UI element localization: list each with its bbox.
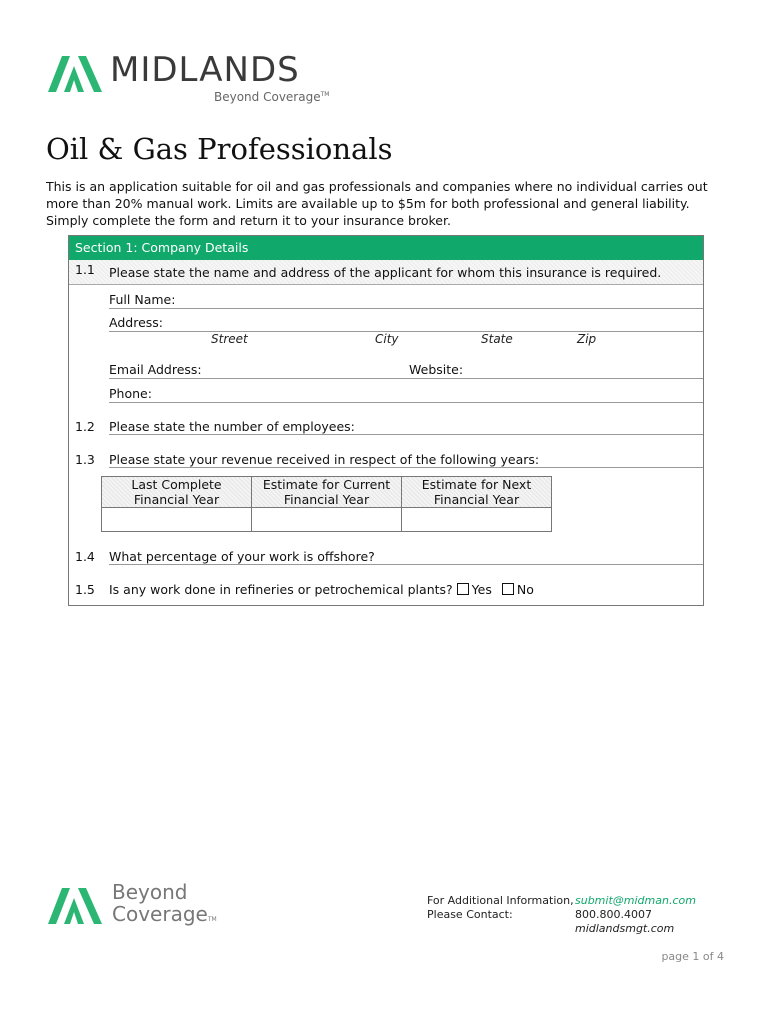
q1-3-number: 1.3	[75, 452, 95, 467]
col3-line2: Financial Year	[433, 492, 520, 507]
yes-label: Yes	[471, 582, 492, 597]
phone-field[interactable]	[109, 402, 703, 403]
q1-3-text: Please state your revenue received in respect of the following years:	[109, 452, 540, 467]
logo	[46, 52, 336, 108]
intro-paragraph: This is an application suitable for oil and gas professionals and companies where no individual carries out more than 20% manual work. Limits are available up to $5m for both professional and general liability. Simply complete the form and return it to your insurance broker.	[46, 179, 708, 228]
col1-line1: Last Complete	[131, 477, 222, 492]
address-field[interactable]	[109, 331, 703, 332]
tm-mark: TM	[320, 91, 330, 98]
city-label: City	[375, 332, 399, 346]
footer-logo	[46, 882, 216, 932]
revenue-col-next-header	[402, 477, 552, 508]
contact-line1: For Additional Information,	[427, 894, 574, 907]
page-number: page 1 of 4	[661, 950, 724, 963]
q1-4-text: What percentage of your work is offshore?	[109, 549, 375, 564]
full-name-label: Full Name:	[109, 292, 176, 307]
state-label: State	[481, 332, 513, 346]
revenue-col-current-header	[252, 477, 402, 508]
contact-line2: Please Contact:	[427, 908, 513, 921]
col1-line2: Financial Year	[133, 492, 220, 507]
zip-label: Zip	[577, 332, 597, 346]
revenue-current-input[interactable]	[252, 508, 402, 532]
footer-brand-coverage: Coverage	[112, 902, 208, 926]
q1-1-number: 1.1	[75, 262, 95, 277]
email-label: Email Address:	[109, 362, 202, 377]
q1-4-number: 1.4	[75, 549, 95, 564]
contact-website-link[interactable]: midlandsmgt.com	[575, 922, 675, 935]
q1-1-text: Please state the name and address of the applicant for whom this insurance is required.	[109, 265, 662, 280]
contact-details	[575, 894, 696, 936]
brand-wordmark: MIDLANDS	[110, 50, 300, 90]
contact-info-label	[427, 894, 574, 922]
offshore-field[interactable]	[109, 564, 703, 565]
q1-5-text	[109, 582, 534, 597]
q1-5-number: 1.5	[75, 582, 95, 597]
address-label: Address:	[109, 315, 163, 330]
page-title: Oil & Gas Professionals	[46, 132, 393, 166]
footer-brand-line1: Beyond	[112, 880, 188, 904]
q1-5-question: Is any work done in refineries or petrochemical plants?	[109, 582, 453, 597]
contact-phone: 800.800.4007	[575, 908, 652, 921]
website-label: Website:	[409, 362, 464, 377]
q1-2-text: Please state the number of employees:	[109, 419, 355, 434]
footer-brand-line2	[112, 902, 217, 926]
company-details-form	[68, 235, 704, 606]
brand-tagline	[214, 90, 329, 104]
col2-line2: Financial Year	[283, 492, 370, 507]
midlands-logo-icon	[46, 52, 104, 94]
full-name-field[interactable]	[109, 308, 703, 309]
yes-checkbox[interactable]	[457, 583, 469, 595]
q1-3-rule	[109, 467, 703, 468]
footer-tm: TM	[207, 916, 217, 923]
street-label: Street	[211, 332, 248, 346]
revenue-col-last-header	[102, 477, 252, 508]
no-checkbox[interactable]	[502, 583, 514, 595]
email-website-field[interactable]	[109, 378, 703, 379]
phone-label: Phone:	[109, 386, 152, 401]
q1-2-number: 1.2	[75, 419, 95, 434]
tagline-text: Beyond Coverage	[214, 90, 321, 104]
revenue-next-input[interactable]	[402, 508, 552, 532]
employees-field[interactable]	[109, 434, 703, 435]
revenue-last-input[interactable]	[102, 508, 252, 532]
revenue-table	[101, 476, 552, 532]
col3-line1: Estimate for Next	[421, 477, 532, 492]
section-heading-text: Section 1: Company Details	[75, 240, 249, 255]
no-label: No	[516, 582, 534, 597]
col2-line1: Estimate for Current	[262, 477, 391, 492]
beyond-coverage-logo-icon	[46, 884, 104, 926]
section-heading	[69, 236, 703, 260]
contact-email-link[interactable]: submit@midman.com	[575, 894, 696, 907]
